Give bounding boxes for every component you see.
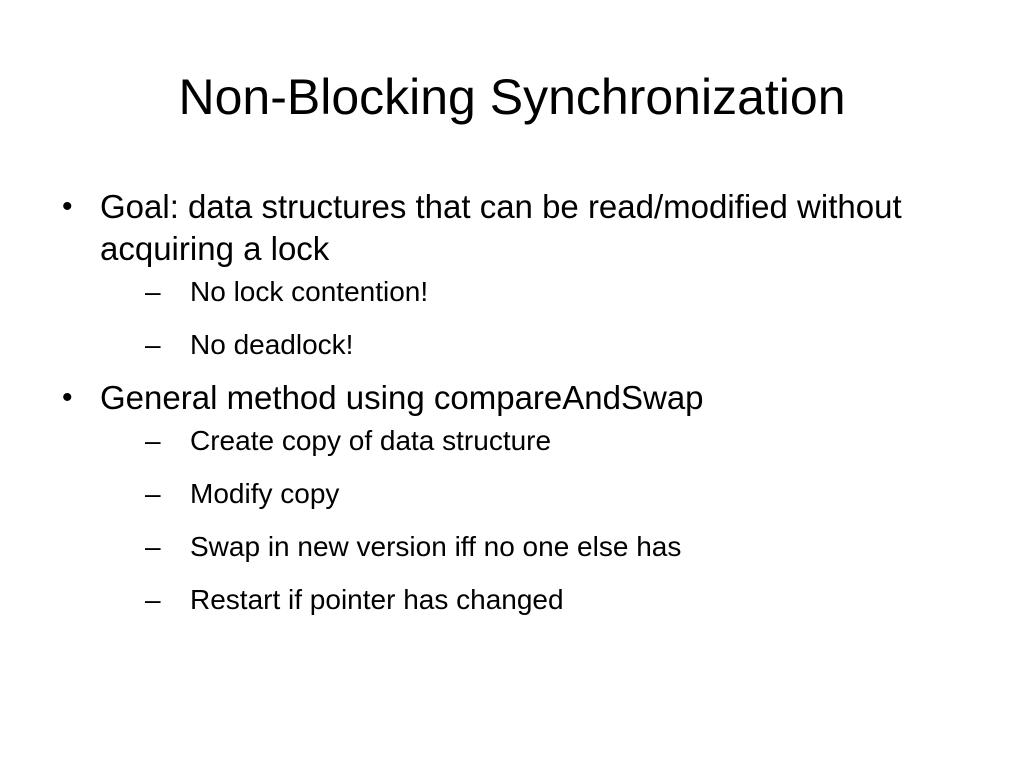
dash-marker: – xyxy=(145,478,161,509)
bullet-item-goal xyxy=(60,186,960,363)
bullet-list xyxy=(60,186,960,632)
dash-marker: – xyxy=(145,425,161,456)
sub-item xyxy=(145,476,960,512)
sub-bullet-list xyxy=(100,274,960,363)
dash-marker: – xyxy=(145,329,161,360)
sub-item xyxy=(145,423,960,459)
sub-item-text: Restart if pointer has changed xyxy=(190,584,564,615)
sub-bullet-list xyxy=(100,423,960,618)
sub-item xyxy=(145,327,960,363)
dash-marker: – xyxy=(145,584,161,615)
dash-marker: – xyxy=(145,531,161,562)
sub-item xyxy=(145,529,960,565)
bullet-item-general-method xyxy=(60,377,960,618)
sub-item-text: Modify copy xyxy=(190,478,340,509)
sub-item xyxy=(145,582,960,618)
sub-item-text: Create copy of data structure xyxy=(190,425,552,456)
sub-item-text: No lock contention! xyxy=(190,276,429,307)
sub-item xyxy=(145,274,960,310)
sub-item-text: Swap in new version iff no one else has xyxy=(190,531,682,562)
bullet-marker: • xyxy=(62,381,73,414)
bullet-text: General method using compareAndSwap xyxy=(100,379,704,416)
slide-title: Non-Blocking Synchronization xyxy=(178,69,846,125)
bullet-text: Goal: data structures that can be read/modified without acquiring a lock xyxy=(100,188,902,267)
sub-item-text: No deadlock! xyxy=(190,329,354,360)
bullet-marker: • xyxy=(62,190,73,223)
dash-marker: – xyxy=(145,276,161,307)
